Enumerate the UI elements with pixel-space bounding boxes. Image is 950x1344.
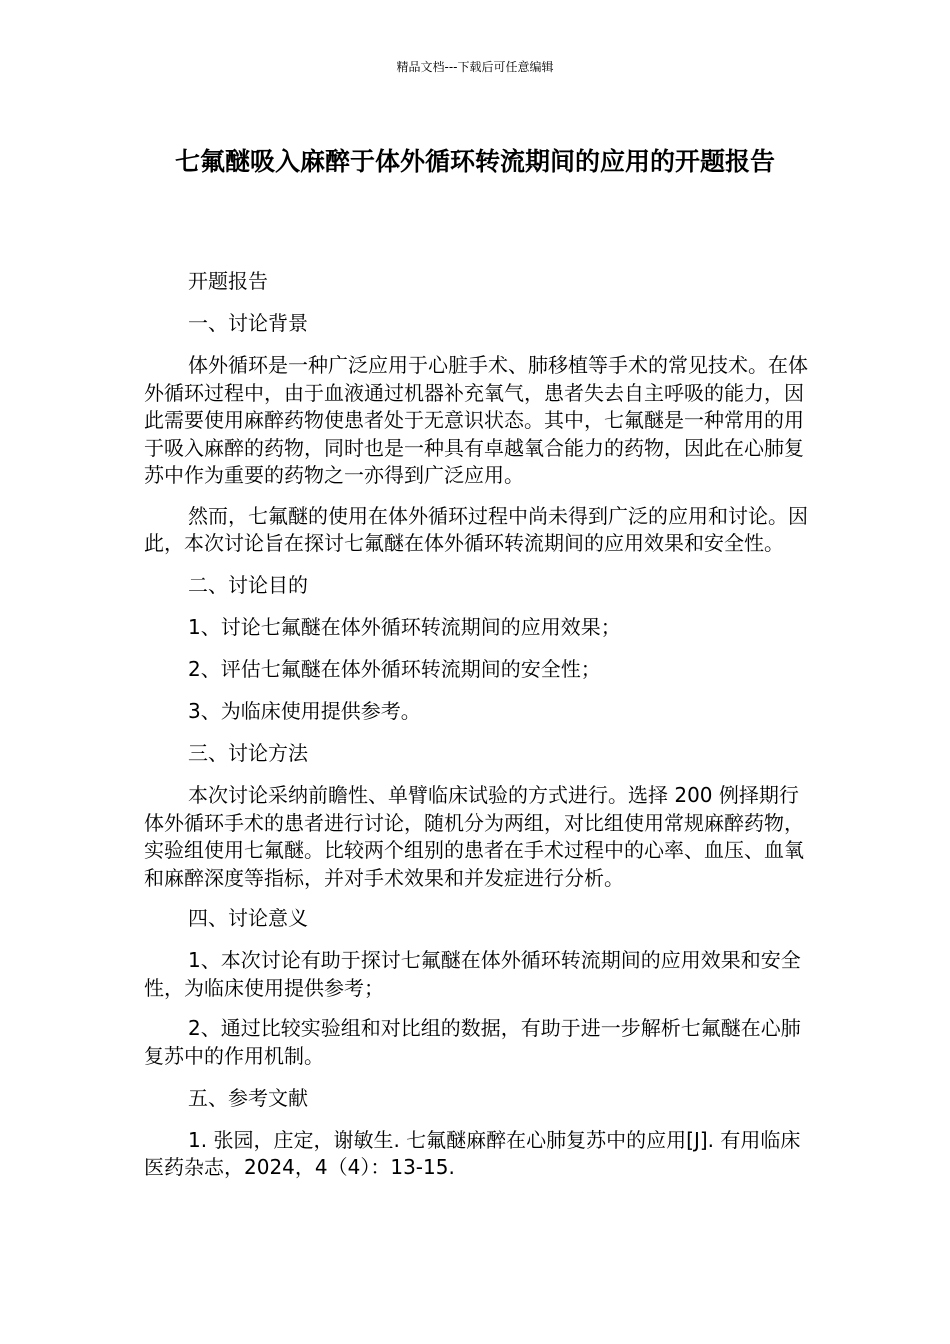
paragraph-background-2: 然而，七氟醚的使用在体外循环过程中尚未得到广泛的应用和讨论。因此，本次讨论旨在探讨七氟醚在体外循环转流期间的应用效果和安全性。 bbox=[144, 503, 808, 555]
heading-purpose: 二、讨论目的 bbox=[188, 573, 308, 597]
heading-background: 一、讨论背景 bbox=[188, 311, 308, 335]
heading-references: 五、参考文献 bbox=[188, 1085, 308, 1110]
significance-item-1: 1、本次讨论有助于探讨七氟醚在体外循环转流期间的应用效果和安全性，为临床使用提供参考； bbox=[144, 948, 801, 1000]
heading-method: 三、讨论方法 bbox=[188, 741, 308, 765]
heading-significance: 四、讨论意义 bbox=[188, 906, 308, 930]
purpose-item-2: 2、评估七氟醚在体外循环转流期间的安全性； bbox=[188, 657, 601, 681]
section-label-report: 开题报告 bbox=[188, 269, 268, 293]
document-title: 七氟醚吸入麻醉于体外循环转流期间的应用的开题报告 bbox=[174, 147, 775, 176]
paragraph-method: 本次讨论采纳前瞻性、单臂临床试验的方式进行。选择 200 例择期行体外循环手术的患者进行讨论，随机分为两组，对比组使用常规麻醉药物，实验组使用七氟醚。比较两个组别的患者在手术过程中的心率、血压、血氧和麻醉深度等指标，并对手术效果和并发症进行分析。 bbox=[144, 783, 804, 890]
purpose-item-1: 1、讨论七氟醚在体外循环转流期间的应用效果； bbox=[188, 615, 621, 639]
header-note: 精品文档---下载后可任意编辑 bbox=[396, 60, 554, 74]
purpose-item-3: 3、为临床使用提供参考。 bbox=[188, 699, 421, 723]
document-body bbox=[144, 268, 808, 1182]
significance-item-2: 2、通过比较实验组和对比组的数据，有助于进一步解析七氟醚在心肺复苏中的作用机制。 bbox=[144, 1016, 801, 1068]
paragraph-background-1: 体外循环是一种广泛应用于心脏手术、肺移植等手术的常见技术。在体外循环过程中，由于血液通过机器补充氧气，患者失去自主呼吸的能力，因此需要使用麻醉药物使患者处于无意识状态。其中，七氟醚是一种常用的用于吸入麻醉的药物，同时也是一种具有卓越氧合能力的药物，因此在心肺复苏中作为重要的药物之一亦得到广泛应用。 bbox=[144, 353, 808, 487]
reference-item-1: 1. 张园，庄定，谢敏生. 七氟醚麻醉在心肺复苏中的应用[J]. 有用临床医药杂志，2024，4（4）：13-15. bbox=[144, 1127, 801, 1179]
